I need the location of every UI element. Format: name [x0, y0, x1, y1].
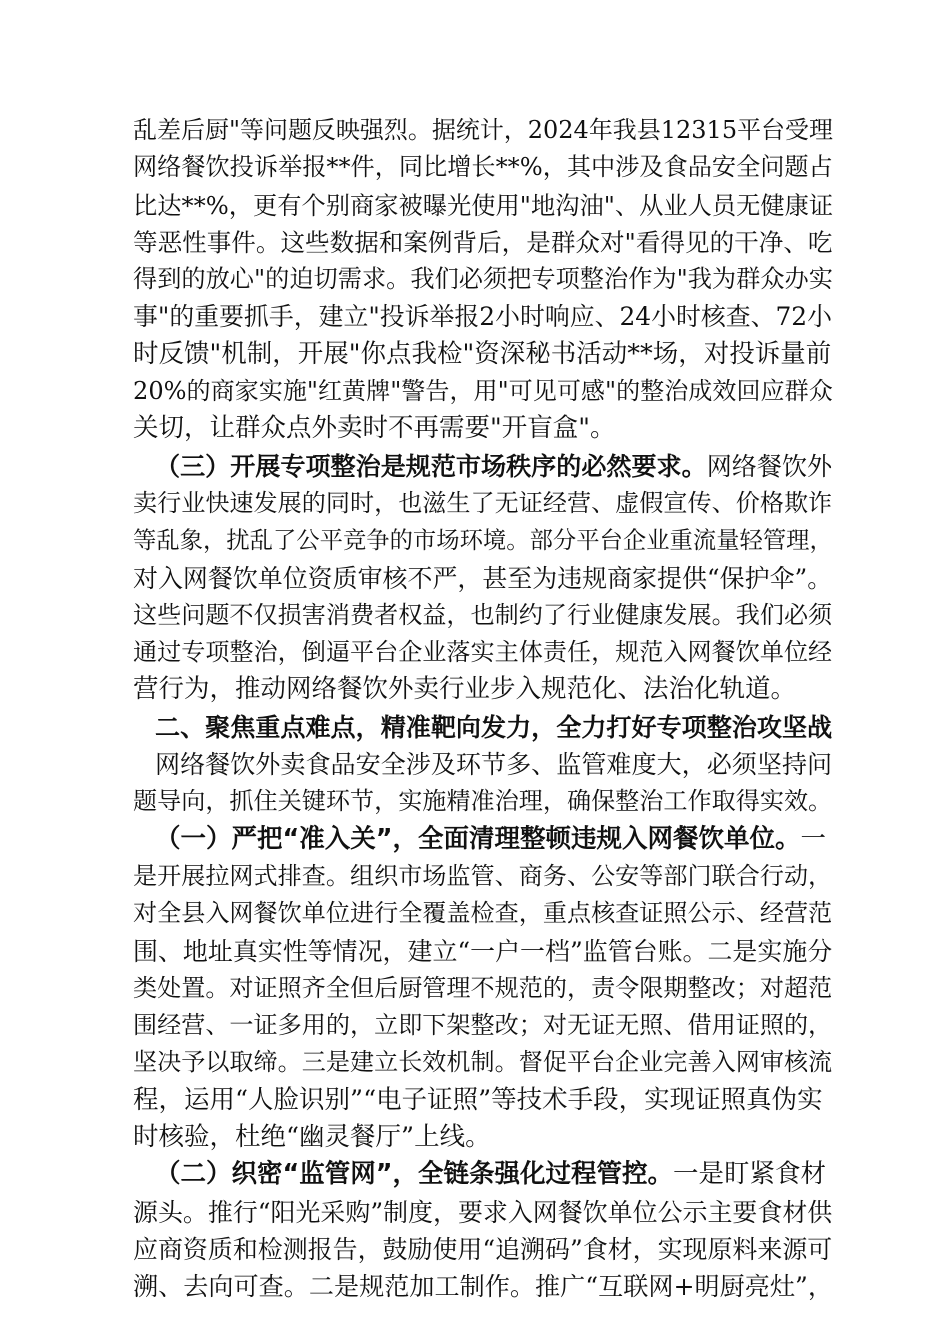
text-line	[133, 634, 833, 671]
body-text: 比达**%，更有个别商家被曝光使用"地沟油"、从业人员无健康证	[133, 190, 834, 220]
text-line	[133, 560, 833, 597]
body-text: 类处置。对证照齐全但后厨管理不规范的，责令限期整改；对超范	[133, 973, 833, 1002]
text-line	[133, 112, 833, 149]
text-line	[133, 1231, 833, 1268]
text-line	[133, 522, 833, 559]
bold-heading-text: （二）织密“监管网”，全链条强化过程管控。	[155, 1159, 674, 1190]
text-line	[133, 933, 833, 970]
body-text: 等恶性事件。这些数据和案例背后，是群众对"看得见的干净、吃	[133, 227, 833, 257]
text-line	[133, 1044, 833, 1081]
text-line	[133, 224, 833, 261]
body-text: 20%的商家实施"红黄牌"警告，用"可见可感"的整治成效回应群众	[133, 377, 833, 406]
document-body	[133, 112, 833, 1306]
bold-heading-text: （三）开展专项整治是规范市场秩序的必然要求。	[155, 451, 707, 481]
text-line	[133, 149, 833, 186]
body-text: 应商资质和检测报告，鼓励使用“追溯码”食材，实现原料来源可	[133, 1234, 833, 1264]
text-line	[133, 783, 833, 820]
text-line	[133, 485, 833, 522]
text-line	[133, 336, 833, 373]
body-text: 这些问题不仅损害消费者权益，也制约了行业健康发展。我们必须	[133, 600, 833, 629]
text-line	[133, 821, 833, 858]
text-line	[133, 187, 833, 224]
body-text: 事"的重要抓手，建立"投诉举报2小时响应、24小时核查、72小	[133, 302, 833, 332]
body-text: 是开展拉网式排查。组织市场监管、商务、公安等部门联合行动，	[133, 861, 833, 890]
body-text: 网络餐饮外卖食品安全涉及环节多、监管难度大，必须坚持问	[155, 750, 833, 780]
body-text: 对入网餐饮单位资质审核不严，甚至为违规商家提供“保护伞”。	[133, 563, 833, 593]
bold-heading-text: （一）严把“准入关”，全面清理整顿违规入网餐饮单位。	[155, 823, 801, 854]
text-line	[133, 597, 833, 634]
body-text: 溯、去向可查。二是规范加工制作。推广“互联网+明厨亮灶”，	[133, 1272, 833, 1302]
body-text: 一	[800, 823, 827, 854]
text-line	[133, 1007, 833, 1044]
text-line	[133, 1156, 833, 1193]
body-text: 一是盯紧食材	[673, 1159, 827, 1190]
text-line	[133, 858, 833, 895]
text-line	[133, 1268, 833, 1305]
text-line	[133, 373, 833, 410]
body-text: 网络餐饮外	[706, 451, 833, 481]
body-text: 时反馈"机制，开展"你点我检"资深秘书活动**场，对投诉量前	[133, 338, 832, 369]
body-text: 源头。推行“阳光采购”制度，要求入网餐饮单位公示主要食材供	[133, 1197, 833, 1227]
body-text: 网络餐饮投诉举报**件，同比增长**%，其中涉及食品安全问题占	[133, 153, 833, 182]
body-text: 时核验，杜绝“幽灵餐厅”上线。	[133, 1122, 491, 1153]
body-text: 围、地址真实性等情况，建立“一户一档”监管台账。二是实施分	[133, 936, 833, 966]
body-text: 题导向，抓住关键环节，实施精准治理，确保整治工作取得实效。	[133, 787, 833, 816]
bold-heading-text: 二、聚焦重点难点，精准靶向发力，全力打好专项整治攻坚战	[155, 712, 833, 742]
body-text: 围经营、一证多用的，立即下架整改；对无证无照、借用证照的，	[133, 1011, 833, 1040]
body-text: 关切，让群众点外卖时不再需要"开盲盒"。	[133, 413, 616, 444]
body-text: 程，运用“人脸识别”“电子证照”等技术手段，实现证照真伪实	[133, 1084, 823, 1115]
body-text: 等乱象，扰乱了公平竞争的市场环境。部分平台企业重流量轻管理，	[133, 526, 833, 555]
body-text: 得到的放心"的迫切需求。我们必须把专项整治作为"我为群众办实	[133, 265, 833, 294]
body-text: 卖行业快速发展的同时，也滋生了无证经营、虚假宣传、价格欺诈	[133, 488, 833, 517]
text-line	[133, 1194, 833, 1231]
text-line	[133, 410, 833, 447]
text-line	[133, 671, 833, 708]
body-text: 通过专项整治，倒逼平台企业落实主体责任，规范入网餐饮单位经	[133, 638, 833, 667]
text-line	[133, 1119, 833, 1156]
text-line	[133, 895, 833, 932]
body-text: 营行为，推动网络餐饮外卖行业步入规范化、法治化轨道。	[133, 674, 797, 705]
text-line	[133, 746, 833, 783]
text-line	[133, 1082, 833, 1119]
text-line	[133, 261, 833, 298]
text-line	[133, 970, 833, 1007]
text-line	[133, 448, 833, 485]
body-text: 坚决予以取缔。三是建立长效机制。督促平台企业完善入网审核流	[133, 1048, 833, 1077]
text-line	[133, 298, 833, 335]
text-line	[133, 709, 833, 746]
body-text: 对全县入网餐饮单位进行全覆盖检查，重点核查证照公示、经营范	[133, 899, 833, 928]
body-text: 乱差后厨"等问题反映强烈。据统计，2024年我县12315平台受理	[133, 116, 834, 144]
